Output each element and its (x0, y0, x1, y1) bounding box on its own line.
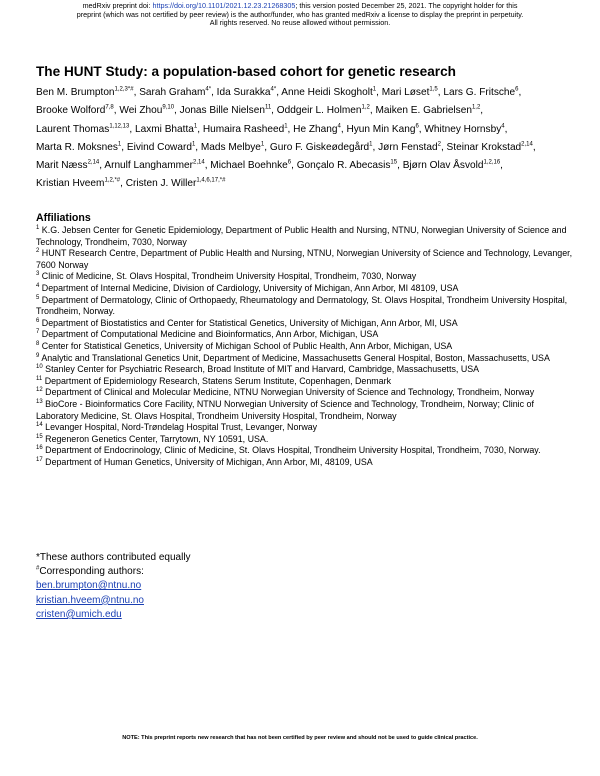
author-affiliation-marks: 6 (515, 86, 519, 93)
author (217, 87, 277, 98)
author-affiliation-marks: 1,2,*# (104, 178, 121, 185)
author (203, 124, 288, 135)
affiliation-number: 5 (36, 294, 40, 301)
author (403, 160, 500, 171)
author-notes (36, 551, 436, 622)
author-name: Gonçalo R. Abecasis (296, 160, 391, 172)
author-name: Ida Surakka (216, 87, 271, 98)
peer-review-notice: NOTE: This preprint reports new research that has not been certified by peer review and should not be used to guide clinical practice. (122, 735, 478, 741)
author-affiliation-marks: 1 (260, 141, 265, 148)
affiliation-item (36, 364, 576, 376)
affiliation-number: 13 (36, 398, 43, 405)
author-name: Maiken E. Gabrielsen (375, 105, 472, 117)
author-name: Guro F. Giskeødegård (269, 141, 370, 153)
author (36, 87, 134, 98)
corresponding-authors-label (36, 565, 436, 579)
author (36, 160, 99, 171)
author-name: Mads Melbye (200, 141, 261, 153)
author-name: Laurent Thomas (36, 123, 110, 135)
affiliation-item (36, 353, 576, 365)
author-name: Jonas Bille Nielsen (179, 105, 265, 117)
affiliation-text: Clinic of Medicine, St. Olavs Hospital, Trondheim University Hospital, Trondheim, 7030, Norway (39, 271, 417, 282)
author (447, 142, 533, 153)
author-name: Laxmi Bhatta (134, 123, 194, 135)
email-link[interactable]: kristian.hveem@ntnu.no (36, 594, 144, 606)
affiliation-number: 6 (36, 317, 40, 324)
author-affiliation-marks: 2 (437, 141, 441, 148)
author (277, 105, 370, 116)
author (270, 142, 373, 153)
author-name: Steinar Krokstad (446, 141, 522, 153)
author-name: Cristen J. Willer (125, 178, 197, 190)
affiliation-number: 1 (36, 225, 40, 232)
affiliation-number: 12 (36, 387, 43, 394)
author-name: Wei Zhou (119, 105, 163, 117)
affiliation-item (36, 318, 576, 330)
author-name: Ben M. Brumpton (36, 87, 115, 98)
affiliation-item (36, 445, 576, 457)
affiliation-item (36, 283, 576, 295)
author-affiliation-marks: 4* (205, 86, 212, 93)
author (104, 160, 204, 171)
affiliation-text: Regeneron Genetics Center, Tarrytown, NY 10591, USA. (42, 433, 269, 444)
author-name: Whitney Hornsby (424, 123, 502, 135)
affiliation-text: Levanger Hospital, Nord-Trøndelag Hospital Trust, Levanger, Norway (42, 422, 318, 433)
affiliation-number: 14 (36, 422, 43, 429)
affiliation-text: BioCore - Bioinformatics Core Facility, NTNU Norwegian University of Science and Technology, Trondheim, Norway; Clinic of Laboratory Medicine, St. Olavs Hospital, Trondheim University Hospital, Trondheim, Norway (36, 398, 534, 421)
paper-title: The HUNT Study: a population-based cohort for genetic research (36, 64, 456, 79)
author-affiliation-marks: 1,4,6,17,*# (196, 178, 226, 185)
author-name: Anne Heidi Skogholt (281, 87, 373, 98)
author-affiliation-marks: 2,14 (193, 159, 205, 166)
author-affiliation-marks: 15 (390, 159, 398, 166)
author-affiliation-marks: 1 (117, 141, 122, 148)
doi-link[interactable]: https://doi.org/10.1101/2021.12.23.21268305 (152, 1, 296, 10)
affiliation-text: Department of Human Genetics, University of Michigan, Ann Arbor, MI, 48109, USA (42, 456, 373, 467)
header-prefix: medRxiv preprint doi: (82, 1, 153, 10)
author-name: Kristian Hveem (36, 178, 105, 190)
affiliation-text: Department of Clinical and Molecular Medicine, NTNU Norwegian University of Science and Technology, Trondheim, Norway (42, 387, 535, 398)
author (126, 178, 226, 189)
author-affiliation-marks: 1 (191, 141, 196, 148)
author (443, 87, 518, 98)
affiliation-item (36, 376, 576, 388)
author (210, 160, 291, 171)
author (36, 178, 120, 189)
author-affiliation-marks: 9,10 (162, 104, 175, 111)
author (378, 142, 441, 153)
author (346, 124, 418, 135)
affiliation-number: 17 (36, 456, 43, 463)
affiliation-text: Analytic and Translational Genetics Unit, Department of Medicine, Massachusetts General Hospital, Boston, Massachusetts, USA (39, 352, 550, 363)
affiliation-text: Department of Epidemiology Research, Statens Serum Institute, Copenhagen, Denmark (42, 375, 392, 386)
email-link[interactable]: cristen@umich.edu (36, 608, 122, 620)
affiliation-item (36, 225, 576, 248)
author-affiliation-marks: 1,2,16 (483, 159, 501, 166)
author-affiliation-marks: 1 (193, 123, 198, 130)
affiliation-text: Department of Biostatistics and Center for Statistical Genetics, University of Michigan, Ann Arbor, MI, USA (39, 317, 458, 328)
author-list: Ben M. Brumpton$^{1,2,3*\#}$, Sarah Graham$^{4*}$, Ida Surakka$^{4*}$, Anne Heidi Skogholt$^1$, Mari Løset$^{1,5}$, Lars G. Fritsche$^6$, Brooke Wolford$^{7,8}$, Wei Zhou$^{9,10}$, Jonas Bille Nielsen$^{11}$, Oddgeir L. Holmen$^{1,2}$, Maiken E. Gabrielsen$^{1,2}$, Laurent Thomas$^{1,12,13}$, Laxmi Bhatta$^1$, Humaira Rasheed$^1$, He Zhang$^4$, Hyun Min Kang$^6$, Whitney Hornsby$^4$, Marta R. Moksnes$^1$, Eivind Coward$^1$, Mads Melbye$^1$, Guro F. Giskeødegård$^1$, Jørn Fenstad$^2$, Steinar Krokstad$^{2,14}$, Marit Næss$^{2,14}$, Arnulf Langhammer$^{2,14}$, Michael Boehnke$^6$, Gonçalo R. Abecasis$^{15}$, Bjørn Olav Åsvold$^{1,2,16}$, Kristian Hveem$^{1,2,*\#}$, Cristen J. Willer$^{1,4,6,17,*\#}$ (36, 86, 536, 190)
author-affiliation-marks: 2,14 (87, 159, 100, 166)
affiliation-text: Department of Computational Medicine and Bioinformatics, Ann Arbor, Michigan, USA (39, 329, 379, 340)
affiliation-item (36, 387, 576, 399)
affiliation-item (36, 434, 576, 446)
author (424, 124, 504, 135)
author-affiliation-marks: 6 (287, 159, 292, 166)
author (119, 105, 174, 116)
corr-text: Corresponding authors: (39, 566, 144, 578)
author-affiliation-marks: 1,2 (471, 104, 481, 111)
author-name: Eivind Coward (126, 141, 192, 153)
author-affiliation-marks: 2,14 (521, 141, 533, 148)
affiliation-item (36, 248, 576, 271)
author-name: Bjørn Olav Åsvold (402, 160, 484, 172)
affiliation-item (36, 399, 576, 422)
author (281, 87, 376, 98)
author-affiliation-marks: 4 (501, 123, 505, 130)
author-name: Oddgeir L. Holmen (276, 105, 362, 117)
affiliation-item (36, 422, 576, 434)
preprint-header (0, 2, 600, 28)
author (36, 105, 114, 116)
author (375, 105, 480, 116)
affiliation-number: 3 (36, 271, 40, 278)
affiliation-number: 8 (36, 340, 40, 347)
author (382, 87, 438, 98)
author (297, 160, 397, 171)
header-line-2: preprint (which was not certified by peer review) is the author/funder, who has granted medRxiv a license to display the preprint in perpetuity. (76, 9, 524, 19)
affiliation-text: HUNT Research Centre, Department of Public Health and Nursing, NTNU, Norwegian University of Science and Technology, Levanger, 7600 Norway (36, 248, 573, 270)
affiliation-text: Department of Endocrinology, Clinic of Medicine, St. Olavs Hospital, Trondheim University Hospital, Trondheim, 7030, Norway. (42, 445, 541, 456)
affiliation-number: 15 (36, 433, 43, 440)
header-line1-rest: ; this version posted December 25, 2021. The copyright holder for this (295, 1, 518, 10)
affiliation-number: 2 (36, 248, 40, 255)
author-affiliation-marks: 1,12,13 (109, 123, 130, 130)
author-name: Marta R. Moksnes (36, 141, 118, 153)
author-affiliation-marks: 1 (369, 141, 373, 148)
affiliation-item (36, 271, 576, 283)
author-name: Sarah Graham (139, 87, 206, 98)
affiliation-number: 16 (36, 445, 43, 452)
email-link[interactable]: ben.brumpton@ntnu.no (36, 580, 142, 592)
author (139, 87, 211, 98)
author-affiliation-marks: 7,8 (105, 104, 114, 111)
affiliation-text: Stanley Center for Psychiatric Research, Broad Institute of MIT and Harvard, Cambridge, Massachusetts, USA (42, 364, 480, 375)
author-name: Mari Løset (381, 87, 430, 98)
affiliation-text: K.G. Jebsen Center for Genetic Epidemiology, Department of Public Health and Nursing, NTNU, Norwegian University of Science and Technology, Trondheim, 7030, Norway (36, 225, 567, 247)
affiliation-number: 4 (36, 283, 40, 289)
author-name: Jørn Fenstad (378, 141, 438, 153)
corr-mark: # (36, 565, 40, 572)
author-name: Humaira Rasheed (202, 123, 285, 135)
affiliation-text: Department of Dermatology, Clinic of Orthopaedy, Rheumatology and Dermatology, St. Olavs Hospital, Trondheim University Hospital, Trondheim, Norway. (36, 294, 568, 317)
affiliation-number: 10 (36, 364, 43, 371)
author (293, 124, 341, 135)
affiliation-item (36, 457, 576, 469)
author-affiliation-marks: 6 (415, 123, 419, 130)
affiliation-number: 7 (36, 329, 40, 336)
affiliations-heading: Affiliations (36, 212, 91, 224)
affiliation-number: 11 (36, 375, 43, 382)
affiliation-number: 9 (36, 352, 40, 359)
affiliation-text: Center for Statistical Genetics, University of Michigan School of Public Health, Ann Arbor, Michigan, USA (39, 340, 453, 351)
header-line-3: All rights reserved. No reuse allowed without permission. (209, 18, 391, 28)
author-name: Michael Boehnke (210, 160, 288, 172)
author (127, 142, 195, 153)
author-affiliation-marks: 1,5 (429, 86, 438, 93)
author-name: Lars G. Fritsche (443, 87, 516, 98)
equal-contribution-note: *These authors contributed equally (36, 552, 191, 563)
affiliation-item (36, 329, 576, 341)
author (36, 142, 121, 153)
author-affiliation-marks: 4* (270, 86, 277, 93)
author (36, 124, 129, 135)
author-affiliation-marks: 11 (264, 104, 272, 111)
author (135, 124, 197, 135)
affiliation-list (36, 225, 576, 468)
author-affiliation-marks: 4 (337, 123, 341, 130)
author-name: Arnulf Langhammer (104, 160, 193, 172)
author-affiliation-marks: 1,2 (361, 104, 370, 111)
author-name: Brooke Wolford (36, 105, 106, 117)
affiliation-item (36, 341, 576, 353)
author-name: Hyun Min Kang (346, 123, 416, 135)
author-affiliation-marks: 1 (372, 86, 377, 93)
author-affiliation-marks: 1,2,3*# (114, 86, 134, 93)
author-affiliation-marks: 1 (284, 123, 288, 130)
author (201, 142, 264, 153)
author-name: Marit Næss (36, 160, 88, 172)
author (180, 105, 272, 116)
author-name: He Zhang (293, 123, 338, 135)
affiliation-item (36, 295, 576, 318)
affiliation-text: Department of Internal Medicine, Division of Cardiology, University of Michigan, Ann Arbor, MI 48109, USA (39, 282, 459, 293)
